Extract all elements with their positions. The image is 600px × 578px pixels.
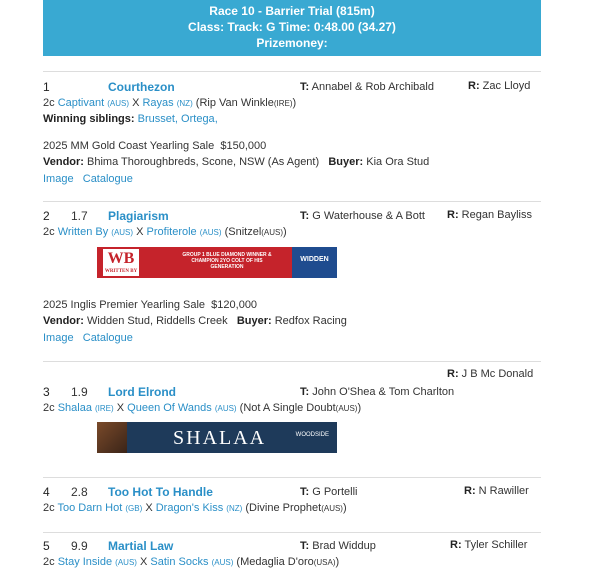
trainer-label: T: bbox=[300, 540, 310, 552]
banner-red-panel bbox=[97, 247, 292, 278]
sire-country: (AUS) bbox=[111, 228, 134, 237]
horse-name-link[interactable]: Martial Law bbox=[108, 539, 174, 553]
wb-logo-sub: WRITTEN BY bbox=[104, 269, 138, 274]
sibling-link[interactable]: Brusset bbox=[137, 113, 175, 125]
sex-age: 2c bbox=[43, 556, 55, 568]
widden-logo: WIDDEN bbox=[292, 247, 337, 278]
damsire-name: (Snitzel bbox=[224, 226, 262, 238]
sibling-trailing: , bbox=[214, 113, 218, 125]
vendor-label: Vendor: bbox=[43, 315, 84, 327]
trainer-name: Brad Widdup bbox=[312, 540, 376, 552]
dam-link[interactable]: Dragon's Kiss bbox=[155, 502, 224, 514]
race-prizemoney: Prizemoney: bbox=[256, 36, 328, 50]
separator bbox=[43, 477, 541, 478]
race-header bbox=[43, 0, 541, 56]
damsire-name: (Medaglia D'oro bbox=[236, 556, 314, 568]
rider-name: Tyler Schiller bbox=[464, 539, 528, 551]
buyer-name: Redfox Racing bbox=[274, 315, 347, 327]
cross: X bbox=[116, 402, 125, 414]
trainer-label: T: bbox=[300, 486, 310, 498]
runner-number: 4 bbox=[43, 485, 50, 499]
sire-country: (AUS) bbox=[107, 99, 130, 108]
horse-name-link[interactable]: Plagiarism bbox=[108, 209, 169, 223]
trainer-name: G Portelli bbox=[312, 486, 358, 498]
damsire-country: (AUS) bbox=[321, 504, 343, 513]
woodside-logo: WOODSIDE bbox=[295, 432, 329, 438]
vendor-label: Vendor: bbox=[43, 156, 84, 168]
sire-country: (GB) bbox=[125, 504, 143, 513]
sire-country: (AUS) bbox=[115, 558, 137, 567]
cross: X bbox=[132, 97, 140, 109]
damsire-name: (Not A Single Doubt bbox=[239, 402, 336, 414]
cross: X bbox=[145, 502, 153, 514]
image-link[interactable]: Image bbox=[43, 332, 74, 344]
trainer-label: T: bbox=[300, 210, 310, 222]
damsire-close: ) bbox=[283, 226, 287, 238]
dam-link[interactable]: Rayas bbox=[142, 97, 174, 109]
rider-label: R: bbox=[468, 80, 480, 92]
wb-logo-mark: WB bbox=[107, 250, 135, 267]
damsire-name: (Rip Van Winkle bbox=[195, 97, 274, 109]
damsire-name: (Divine Prophet bbox=[245, 502, 322, 514]
runner-number: 2 bbox=[43, 209, 50, 223]
rider-label: R: bbox=[450, 539, 462, 551]
runner-number: 1 bbox=[43, 80, 50, 94]
vendor-name: Bhima Thoroughbreds, Scone, NSW (As Agent) bbox=[87, 156, 320, 168]
damsire-close: ) bbox=[335, 556, 340, 568]
sire-link[interactable]: Stay Inside bbox=[57, 556, 113, 568]
trainer-name: G Waterhouse & A Bott bbox=[312, 210, 425, 222]
rider-label: R: bbox=[464, 485, 476, 497]
dam-country: (NZ) bbox=[176, 99, 193, 108]
image-link[interactable]: Image bbox=[43, 173, 74, 185]
sire-link[interactable]: Too Darn Hot bbox=[57, 502, 123, 514]
dam-country: (AUS) bbox=[211, 558, 234, 567]
damsire-close: ) bbox=[357, 402, 362, 414]
sibling-separator: , bbox=[174, 113, 178, 125]
rider-name: Regan Bayliss bbox=[461, 209, 532, 221]
rider-name: J B Mc Donald bbox=[461, 368, 534, 380]
wb-logo bbox=[103, 249, 139, 276]
damsire-country: (AUS) bbox=[261, 228, 284, 237]
siblings-label: Winning siblings: bbox=[43, 113, 135, 125]
runner-odds: 9.9 bbox=[71, 539, 88, 553]
rider-name: N Rawiller bbox=[478, 485, 529, 497]
buyer-name: Kia Ora Stud bbox=[366, 156, 430, 168]
sibling-link[interactable]: Ortega bbox=[181, 113, 215, 125]
sire-country: (IRE) bbox=[95, 404, 114, 413]
dam-country: (AUS) bbox=[199, 228, 222, 237]
rider-label: R: bbox=[447, 368, 459, 380]
sale-name: 2025 MM Gold Coast Yearling Sale bbox=[43, 140, 215, 152]
horse-name-link[interactable]: Courthezon bbox=[108, 80, 175, 94]
written-by-banner[interactable] bbox=[97, 247, 337, 278]
damsire-country: (USA) bbox=[313, 558, 336, 567]
separator bbox=[43, 532, 541, 533]
runner-odds: 2.8 bbox=[71, 485, 88, 499]
sex-age: 2c bbox=[43, 97, 55, 109]
trainer-name: John O'Shea & Tom Charlton bbox=[312, 386, 455, 398]
rider-label: R: bbox=[447, 209, 459, 221]
shalaa-logo-text: SHALAA bbox=[173, 427, 267, 449]
trainer-label: T: bbox=[300, 386, 310, 398]
race-title: Race 10 - Barrier Trial (815m) bbox=[209, 4, 375, 18]
sale-price: $150,000 bbox=[220, 140, 267, 152]
horse-name-link[interactable]: Lord Elrond bbox=[108, 385, 176, 399]
sire-link[interactable]: Shalaa bbox=[57, 402, 92, 414]
dam-link[interactable]: Profiterole bbox=[146, 226, 197, 238]
buyer-label: Buyer: bbox=[236, 315, 272, 327]
dam-link[interactable]: Queen Of Wands bbox=[127, 402, 212, 414]
cross: X bbox=[136, 226, 144, 238]
damsire-close: ) bbox=[292, 97, 297, 109]
dam-country: (NZ) bbox=[226, 504, 243, 513]
separator bbox=[43, 201, 541, 202]
catalogue-link[interactable]: Catalogue bbox=[82, 173, 133, 185]
vendor-name: Widden Stud, Riddells Creek bbox=[87, 315, 228, 327]
runner-odds: 1.7 bbox=[71, 209, 88, 223]
sex-age: 2c bbox=[43, 402, 55, 414]
runner-number: 3 bbox=[43, 385, 50, 399]
sex-age: 2c bbox=[43, 502, 55, 514]
separator bbox=[43, 361, 541, 362]
rider-name: Zac Lloyd bbox=[482, 80, 531, 92]
race-class-track: Class: Track: G Time: 0:48.00 (34.27) bbox=[188, 20, 396, 34]
buyer-label: Buyer: bbox=[328, 156, 364, 168]
sale-name: 2025 Inglis Premier Yearling Sale bbox=[43, 299, 206, 311]
dam-country: (AUS) bbox=[214, 404, 237, 413]
damsire-country: (IRE) bbox=[273, 99, 293, 108]
horse-name-link[interactable]: Too Hot To Handle bbox=[108, 485, 213, 499]
runner-number: 5 bbox=[43, 539, 50, 553]
catalogue-link[interactable]: Catalogue bbox=[82, 332, 133, 344]
separator bbox=[43, 71, 541, 72]
trainer-name: Annabel & Rob Archibald bbox=[311, 81, 434, 93]
sale-price: $120,000 bbox=[211, 299, 258, 311]
damsire-country: (AUS) bbox=[335, 404, 358, 413]
horse-photo bbox=[97, 422, 127, 453]
sire-link[interactable]: Written By bbox=[57, 226, 109, 238]
shalaa-banner[interactable] bbox=[97, 422, 337, 453]
sire-link[interactable]: Captivant bbox=[57, 97, 105, 109]
runner-odds: 1.9 bbox=[71, 385, 88, 399]
sex-age: 2c bbox=[43, 226, 55, 238]
dam-link[interactable]: Satin Socks bbox=[150, 556, 209, 568]
cross: X bbox=[140, 556, 148, 568]
banner-tagline: GROUP 1 BLUE DIAMOND WINNER & CHAMPION 2YO COLT OF HIS GENERATION bbox=[182, 252, 272, 270]
damsire-close: ) bbox=[342, 502, 347, 514]
trainer-label: T: bbox=[300, 81, 310, 93]
